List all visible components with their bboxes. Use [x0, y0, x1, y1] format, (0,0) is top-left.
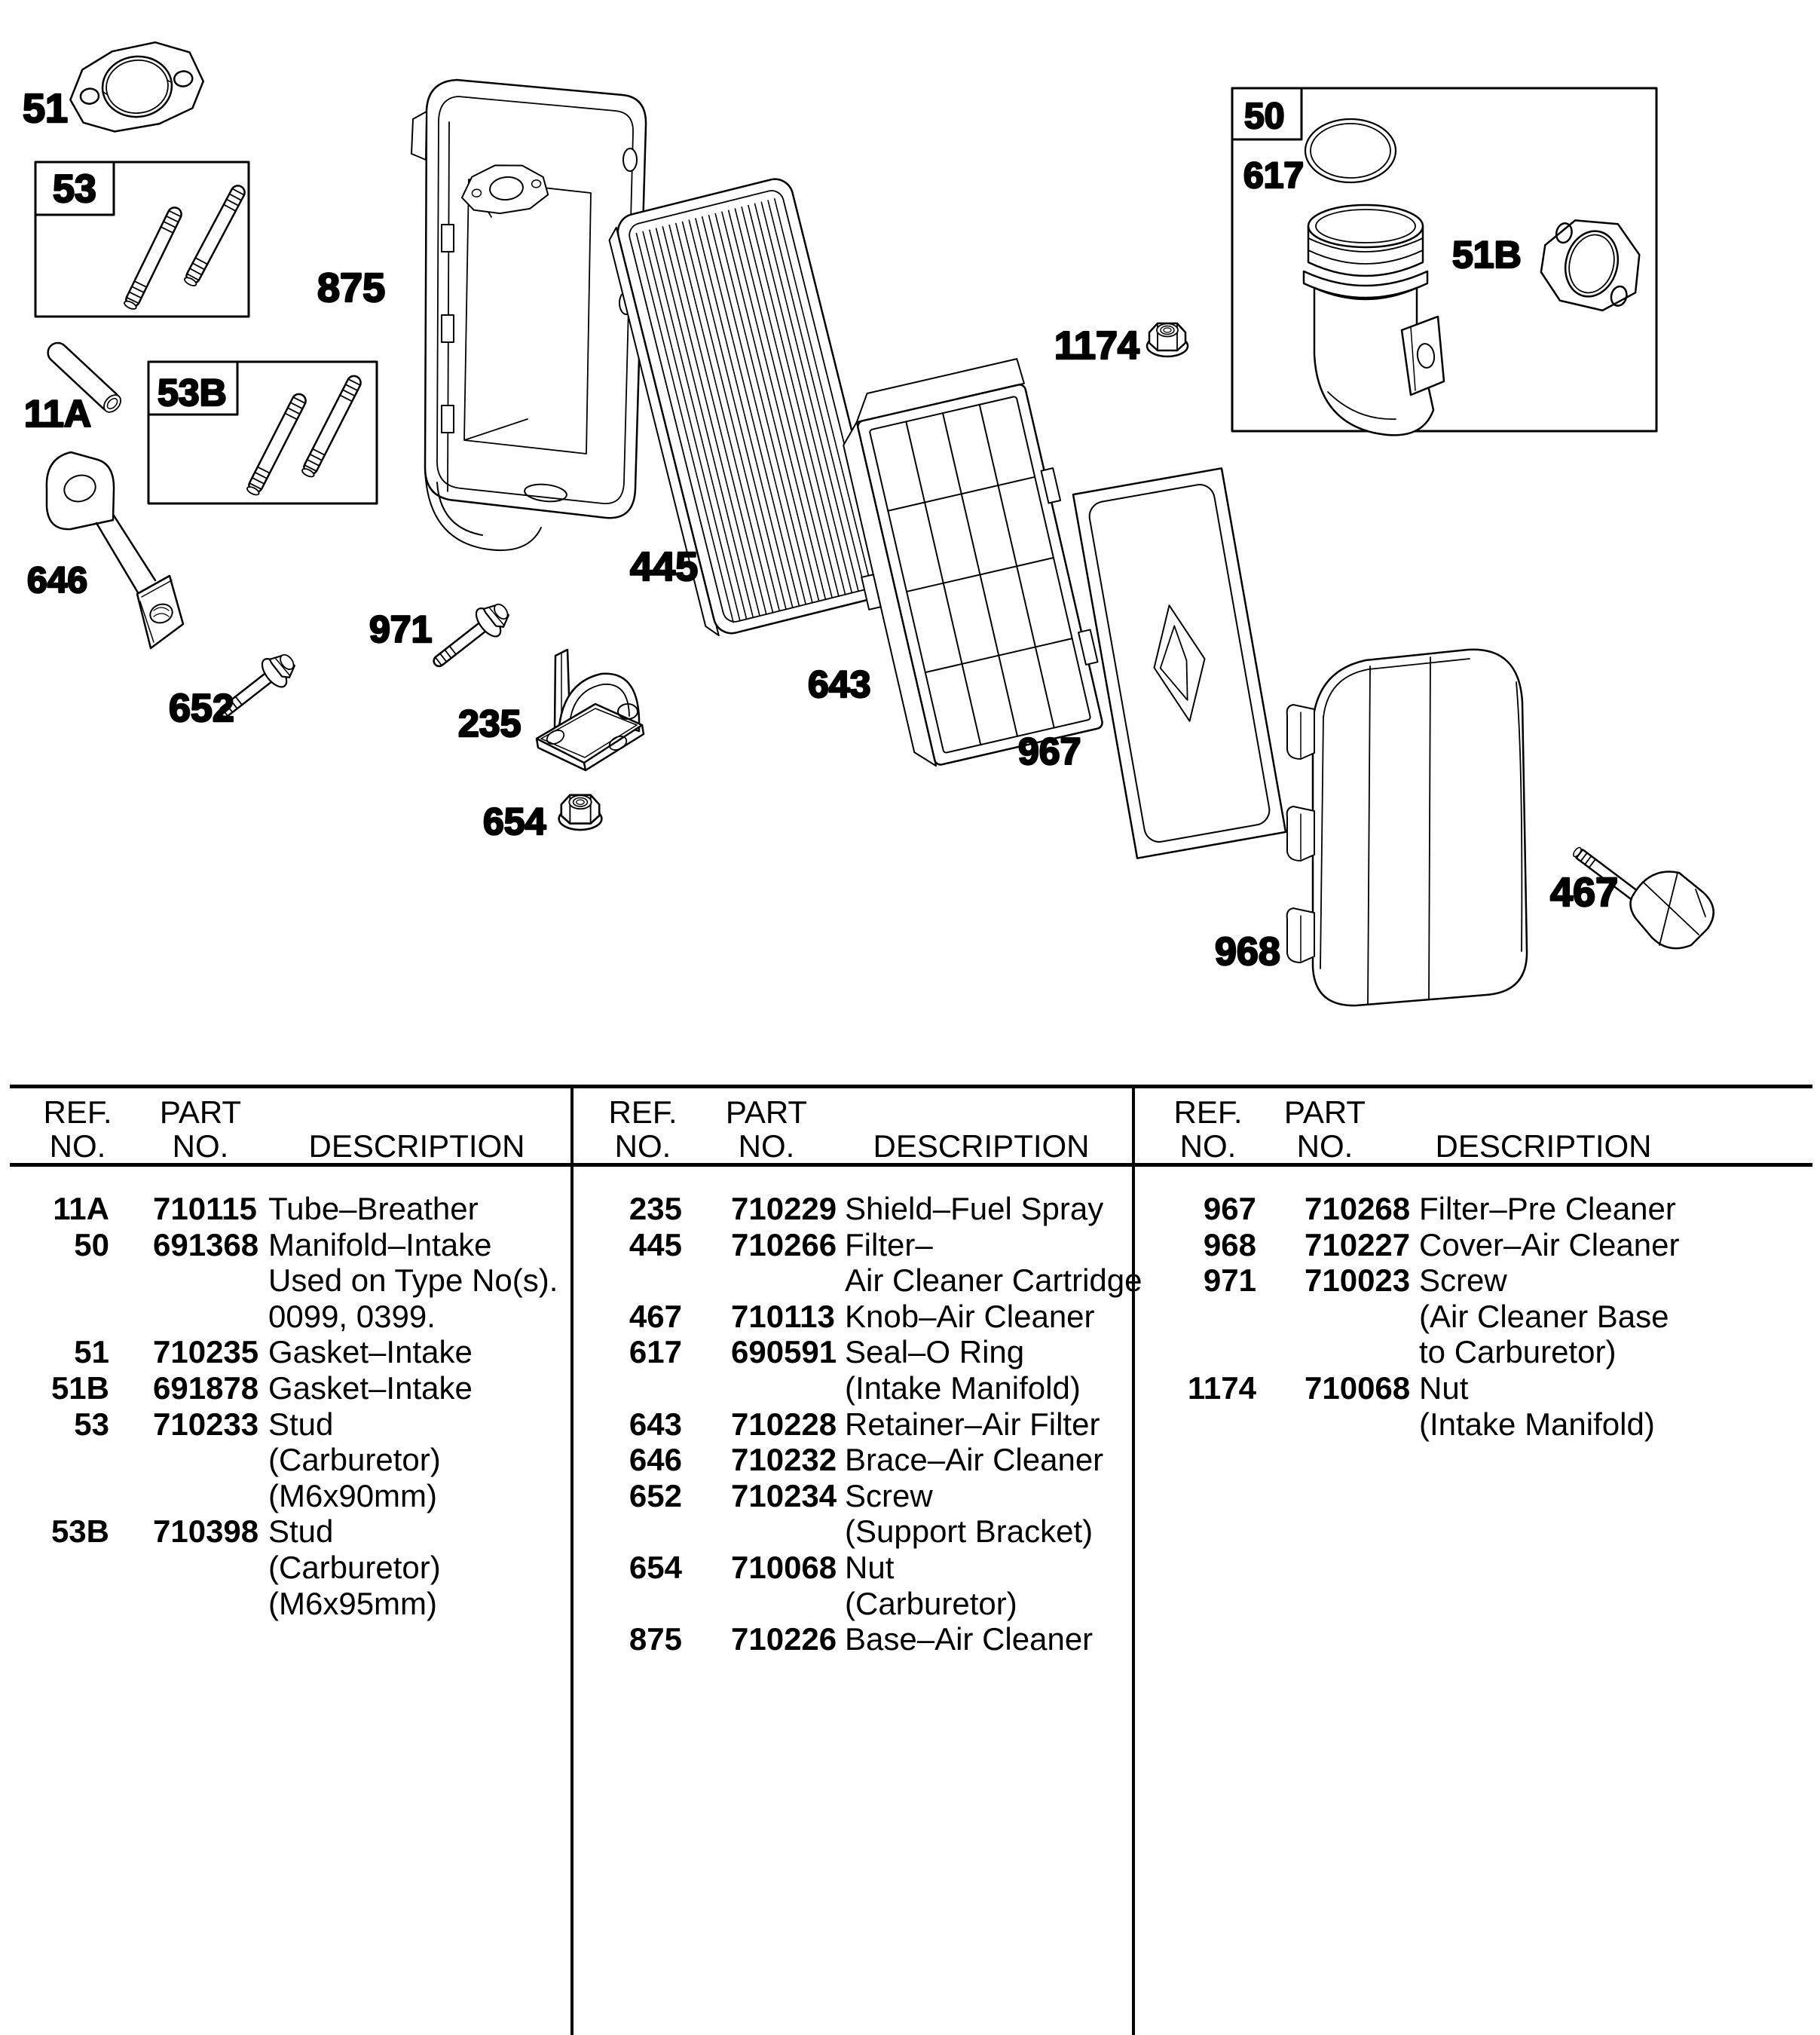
description-cell: 0099, 0399.: [268, 1298, 436, 1334]
description-cell: (Carburetor): [845, 1585, 1017, 1621]
part-no-cell: 710232: [731, 1442, 837, 1478]
part-no-cell: 710266: [731, 1226, 837, 1262]
column-header-part-no: NO.: [738, 1128, 795, 1164]
part-no-cell: 710115: [153, 1191, 257, 1226]
column-header-ref-no: NO.: [49, 1128, 106, 1164]
label-53: 53: [53, 167, 96, 211]
label-971: 971: [369, 608, 433, 650]
description-cell: Nut: [845, 1549, 895, 1585]
description-cell: Shield–Fuel Spray: [845, 1191, 1104, 1226]
column-header-ref-no: NO.: [1179, 1128, 1237, 1164]
column-header-description: DESCRIPTION: [1435, 1128, 1652, 1164]
column-header-part: PART: [725, 1094, 808, 1130]
label-50: 50: [1244, 96, 1285, 136]
description-cell: Seal–O Ring: [845, 1334, 1025, 1370]
ref-no-cell: 51B: [50, 1369, 109, 1406]
description-cell: (Intake Manifold): [1419, 1406, 1655, 1442]
description-cell: Filter–: [845, 1226, 933, 1262]
part-no-cell: 710023: [1305, 1262, 1411, 1299]
ref-no-cell: 53: [74, 1406, 109, 1442]
table-row: [1132, 1227, 1820, 1263]
part-no-cell: 710068: [1305, 1369, 1411, 1406]
part-no-cell: 710113: [731, 1298, 835, 1334]
description-cell: (M6x95mm): [268, 1585, 438, 1621]
label-875: 875: [317, 265, 386, 311]
part-no-cell: 710398: [153, 1513, 259, 1550]
description-cell: to Carburetor): [1419, 1334, 1617, 1370]
description-cell: Air Cleaner Cartridge: [845, 1262, 1142, 1299]
ref-no-cell: 50: [74, 1226, 109, 1262]
ref-no-cell: 445: [629, 1226, 682, 1262]
part-no-cell: 691368: [153, 1226, 259, 1262]
label-467: 467: [1550, 870, 1619, 915]
ref-no-cell: 11A: [53, 1191, 109, 1226]
description-cell: (Support Bracket): [845, 1513, 1094, 1550]
ref-no-cell: 467: [629, 1298, 682, 1334]
ref-no-cell: 652: [629, 1477, 682, 1513]
column-header-part-no: NO.: [1296, 1128, 1354, 1164]
description-cell: Tube–Breather: [268, 1191, 479, 1226]
label-643: 643: [808, 663, 871, 705]
label-1174: 1174: [1054, 324, 1139, 368]
ref-no-cell: 968: [1203, 1226, 1256, 1262]
description-cell: Retainer–Air Filter: [845, 1406, 1100, 1442]
ref-no-cell: 967: [1203, 1191, 1256, 1226]
description-cell: Screw: [1419, 1262, 1507, 1299]
ref-no-cell: 875: [629, 1621, 682, 1657]
part-no-cell: 710068: [731, 1549, 837, 1585]
description-cell: Gasket–Intake: [268, 1369, 473, 1406]
ref-no-cell: 646: [629, 1442, 682, 1478]
label-654: 654: [483, 800, 546, 843]
ref-no-cell: 971: [1203, 1262, 1256, 1299]
column-header-ref-no: NO.: [614, 1128, 671, 1164]
description-cell: Stud: [268, 1513, 334, 1550]
ref-no-cell: 643: [629, 1406, 682, 1442]
label-617: 617: [1243, 156, 1305, 196]
column-header-ref: REF.: [1173, 1094, 1243, 1130]
part-no-cell: 690591: [731, 1334, 837, 1370]
label-445: 445: [630, 544, 699, 589]
label-53b: 53B: [158, 372, 227, 414]
label-235: 235: [458, 702, 522, 745]
description-cell: Base–Air Cleaner: [845, 1621, 1094, 1657]
description-cell: Knob–Air Cleaner: [845, 1298, 1095, 1334]
ref-no-cell: 654: [629, 1549, 682, 1585]
ref-no-cell: 53B: [50, 1513, 109, 1550]
description-cell: Manifold–Intake: [268, 1226, 492, 1262]
ref-no-cell: 617: [629, 1334, 682, 1370]
label-652: 652: [169, 687, 234, 730]
description-cell: Used on Type No(s).: [268, 1262, 558, 1299]
part-no-cell: 710227: [1305, 1226, 1411, 1262]
table-row: [1132, 1334, 1820, 1370]
column-header-ref: REF.: [608, 1094, 678, 1130]
label-51b: 51B: [1452, 234, 1522, 276]
part-no-cell: 710268: [1305, 1191, 1411, 1226]
label-968: 968: [1215, 930, 1280, 974]
table-row: [1132, 1191, 1820, 1227]
part-no-cell: 710234: [731, 1477, 837, 1513]
part-no-cell: 710233: [153, 1406, 259, 1442]
table-row: [1132, 1262, 1820, 1299]
part-no-cell: 710235: [153, 1334, 259, 1370]
description-cell: Cover–Air Cleaner: [1419, 1226, 1680, 1262]
label-967: 967: [1018, 730, 1081, 773]
description-cell: (Intake Manifold): [845, 1369, 1081, 1406]
description-cell: Filter–Pre Cleaner: [1419, 1191, 1676, 1226]
label-646: 646: [27, 561, 88, 601]
description-cell: (Carburetor): [268, 1549, 441, 1585]
ref-no-cell: 235: [629, 1191, 682, 1226]
parts-rows: [1132, 1191, 1820, 1442]
column-header-ref: REF.: [43, 1094, 112, 1130]
column-header-part-no: NO.: [172, 1128, 229, 1164]
description-cell: Nut: [1419, 1369, 1469, 1406]
column-header-part: PART: [1283, 1094, 1366, 1130]
table-row: [1132, 1406, 1820, 1443]
part-no-cell: 691878: [153, 1369, 259, 1406]
part-no-cell: 710228: [731, 1406, 837, 1442]
description-cell: (Carburetor): [268, 1442, 441, 1478]
description-cell: (Air Cleaner Base: [1419, 1298, 1669, 1334]
description-cell: Gasket–Intake: [268, 1334, 473, 1370]
part-no-cell: 710229: [731, 1191, 837, 1226]
ref-no-cell: 1174: [1187, 1369, 1256, 1406]
table-row: [1132, 1299, 1820, 1335]
column-header-part: PART: [159, 1094, 242, 1130]
ref-no-cell: 51: [74, 1334, 109, 1370]
column-header-description: DESCRIPTION: [873, 1128, 1090, 1164]
description-cell: Screw: [845, 1477, 933, 1513]
column-header-description: DESCRIPTION: [308, 1128, 525, 1164]
table-row: [1132, 1370, 1820, 1406]
part-no-cell: 710226: [731, 1621, 837, 1657]
description-cell: (M6x90mm): [268, 1477, 438, 1513]
description-cell: Stud: [268, 1406, 334, 1442]
label-51: 51: [23, 86, 69, 131]
description-cell: Brace–Air Cleaner: [845, 1442, 1104, 1478]
label-11a: 11A: [24, 393, 91, 435]
